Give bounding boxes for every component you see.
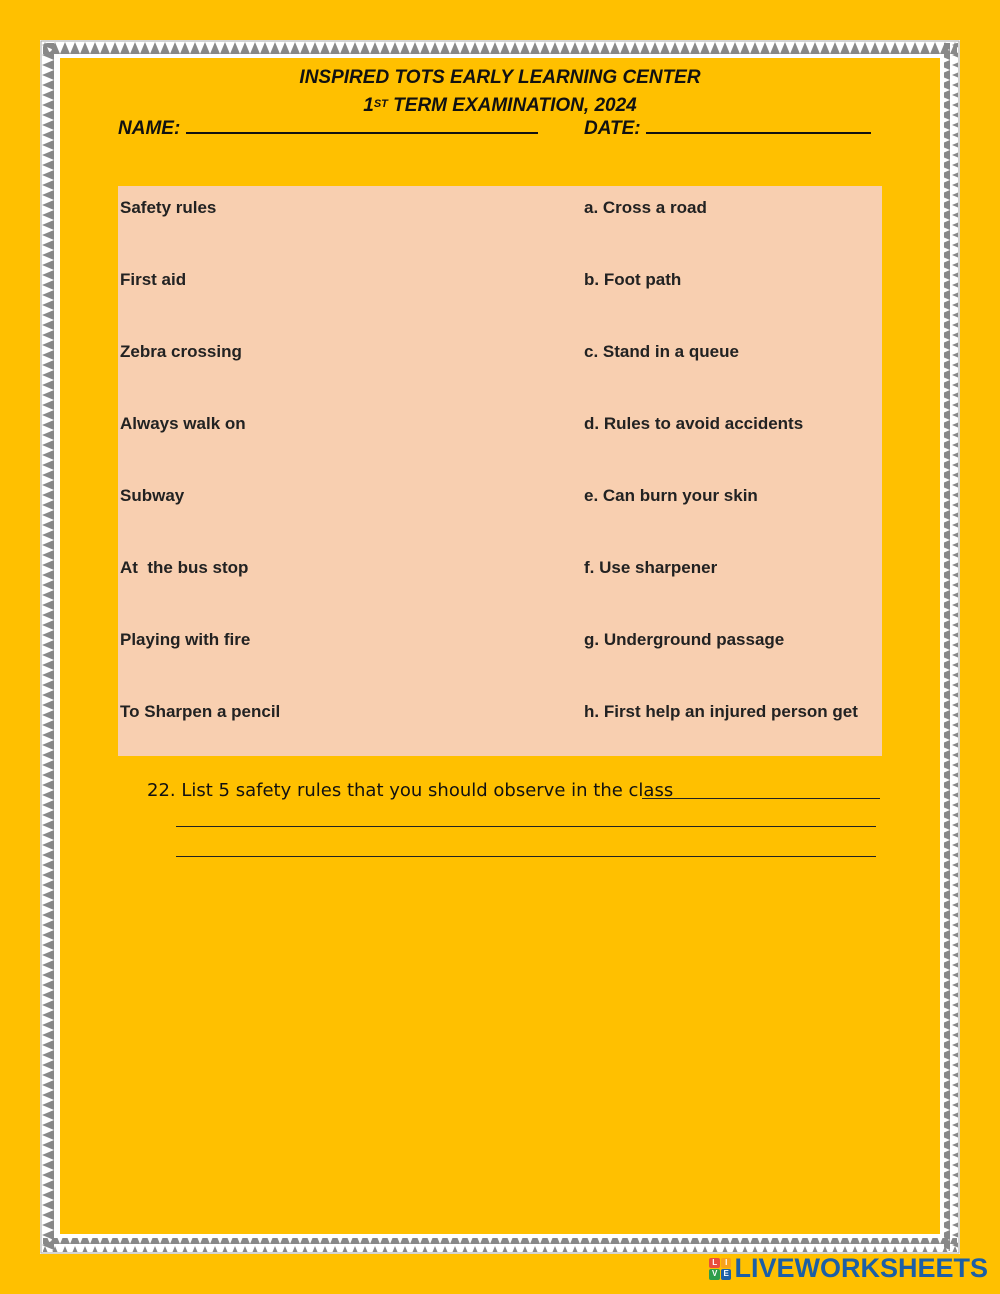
right-item[interactable]: f. Use sharpener — [584, 558, 718, 577]
date-input-line[interactable] — [646, 116, 871, 134]
left-item[interactable]: First aid — [120, 270, 187, 289]
right-item[interactable]: h. First help an injured person get — [584, 702, 858, 721]
name-input-line[interactable] — [186, 116, 538, 134]
matching-panel — [118, 186, 882, 756]
date-field — [584, 116, 871, 140]
right-item[interactable]: b. Foot path — [584, 270, 682, 289]
liveworksheets-logo-icon: L I V E — [709, 1258, 731, 1280]
answer-line[interactable] — [642, 798, 880, 799]
left-item[interactable]: Always walk on — [120, 414, 246, 433]
date-label: DATE: — [584, 118, 641, 139]
liveworksheets-logo — [709, 1253, 988, 1284]
left-item[interactable]: Playing with fire — [120, 630, 251, 649]
left-item[interactable]: Zebra crossing — [120, 342, 242, 361]
answer-line[interactable] — [176, 826, 876, 827]
name-field — [118, 116, 538, 140]
worksheet-page — [60, 58, 940, 1234]
question-22 — [147, 780, 673, 801]
exam-title: 1ST TERM EXAMINATION, 2024 — [363, 95, 637, 116]
right-item[interactable]: d. Rules to avoid accidents — [584, 414, 804, 433]
right-item[interactable]: e. Can burn your skin — [584, 486, 758, 505]
left-item[interactable]: To Sharpen a pencil — [120, 702, 281, 721]
left-item[interactable]: At the bus stop — [120, 558, 249, 577]
question-text: List 5 safety rules that you should observe in the class — [181, 780, 674, 801]
left-item[interactable]: Safety rules — [120, 198, 217, 217]
right-item[interactable]: g. Underground passage — [584, 630, 785, 649]
school-name: INSPIRED TOTS EARLY LEARNING CENTER — [299, 67, 701, 88]
name-label: NAME: — [118, 118, 181, 139]
page-header — [60, 64, 940, 120]
left-item[interactable]: Subway — [120, 486, 185, 505]
right-item[interactable]: a. Cross a road — [584, 198, 707, 217]
question-number: 22. — [147, 780, 176, 801]
logo-text: LIVEWORKSHEETS — [734, 1253, 988, 1283]
answer-line[interactable] — [176, 856, 876, 857]
right-item[interactable]: c. Stand in a queue — [584, 342, 739, 361]
